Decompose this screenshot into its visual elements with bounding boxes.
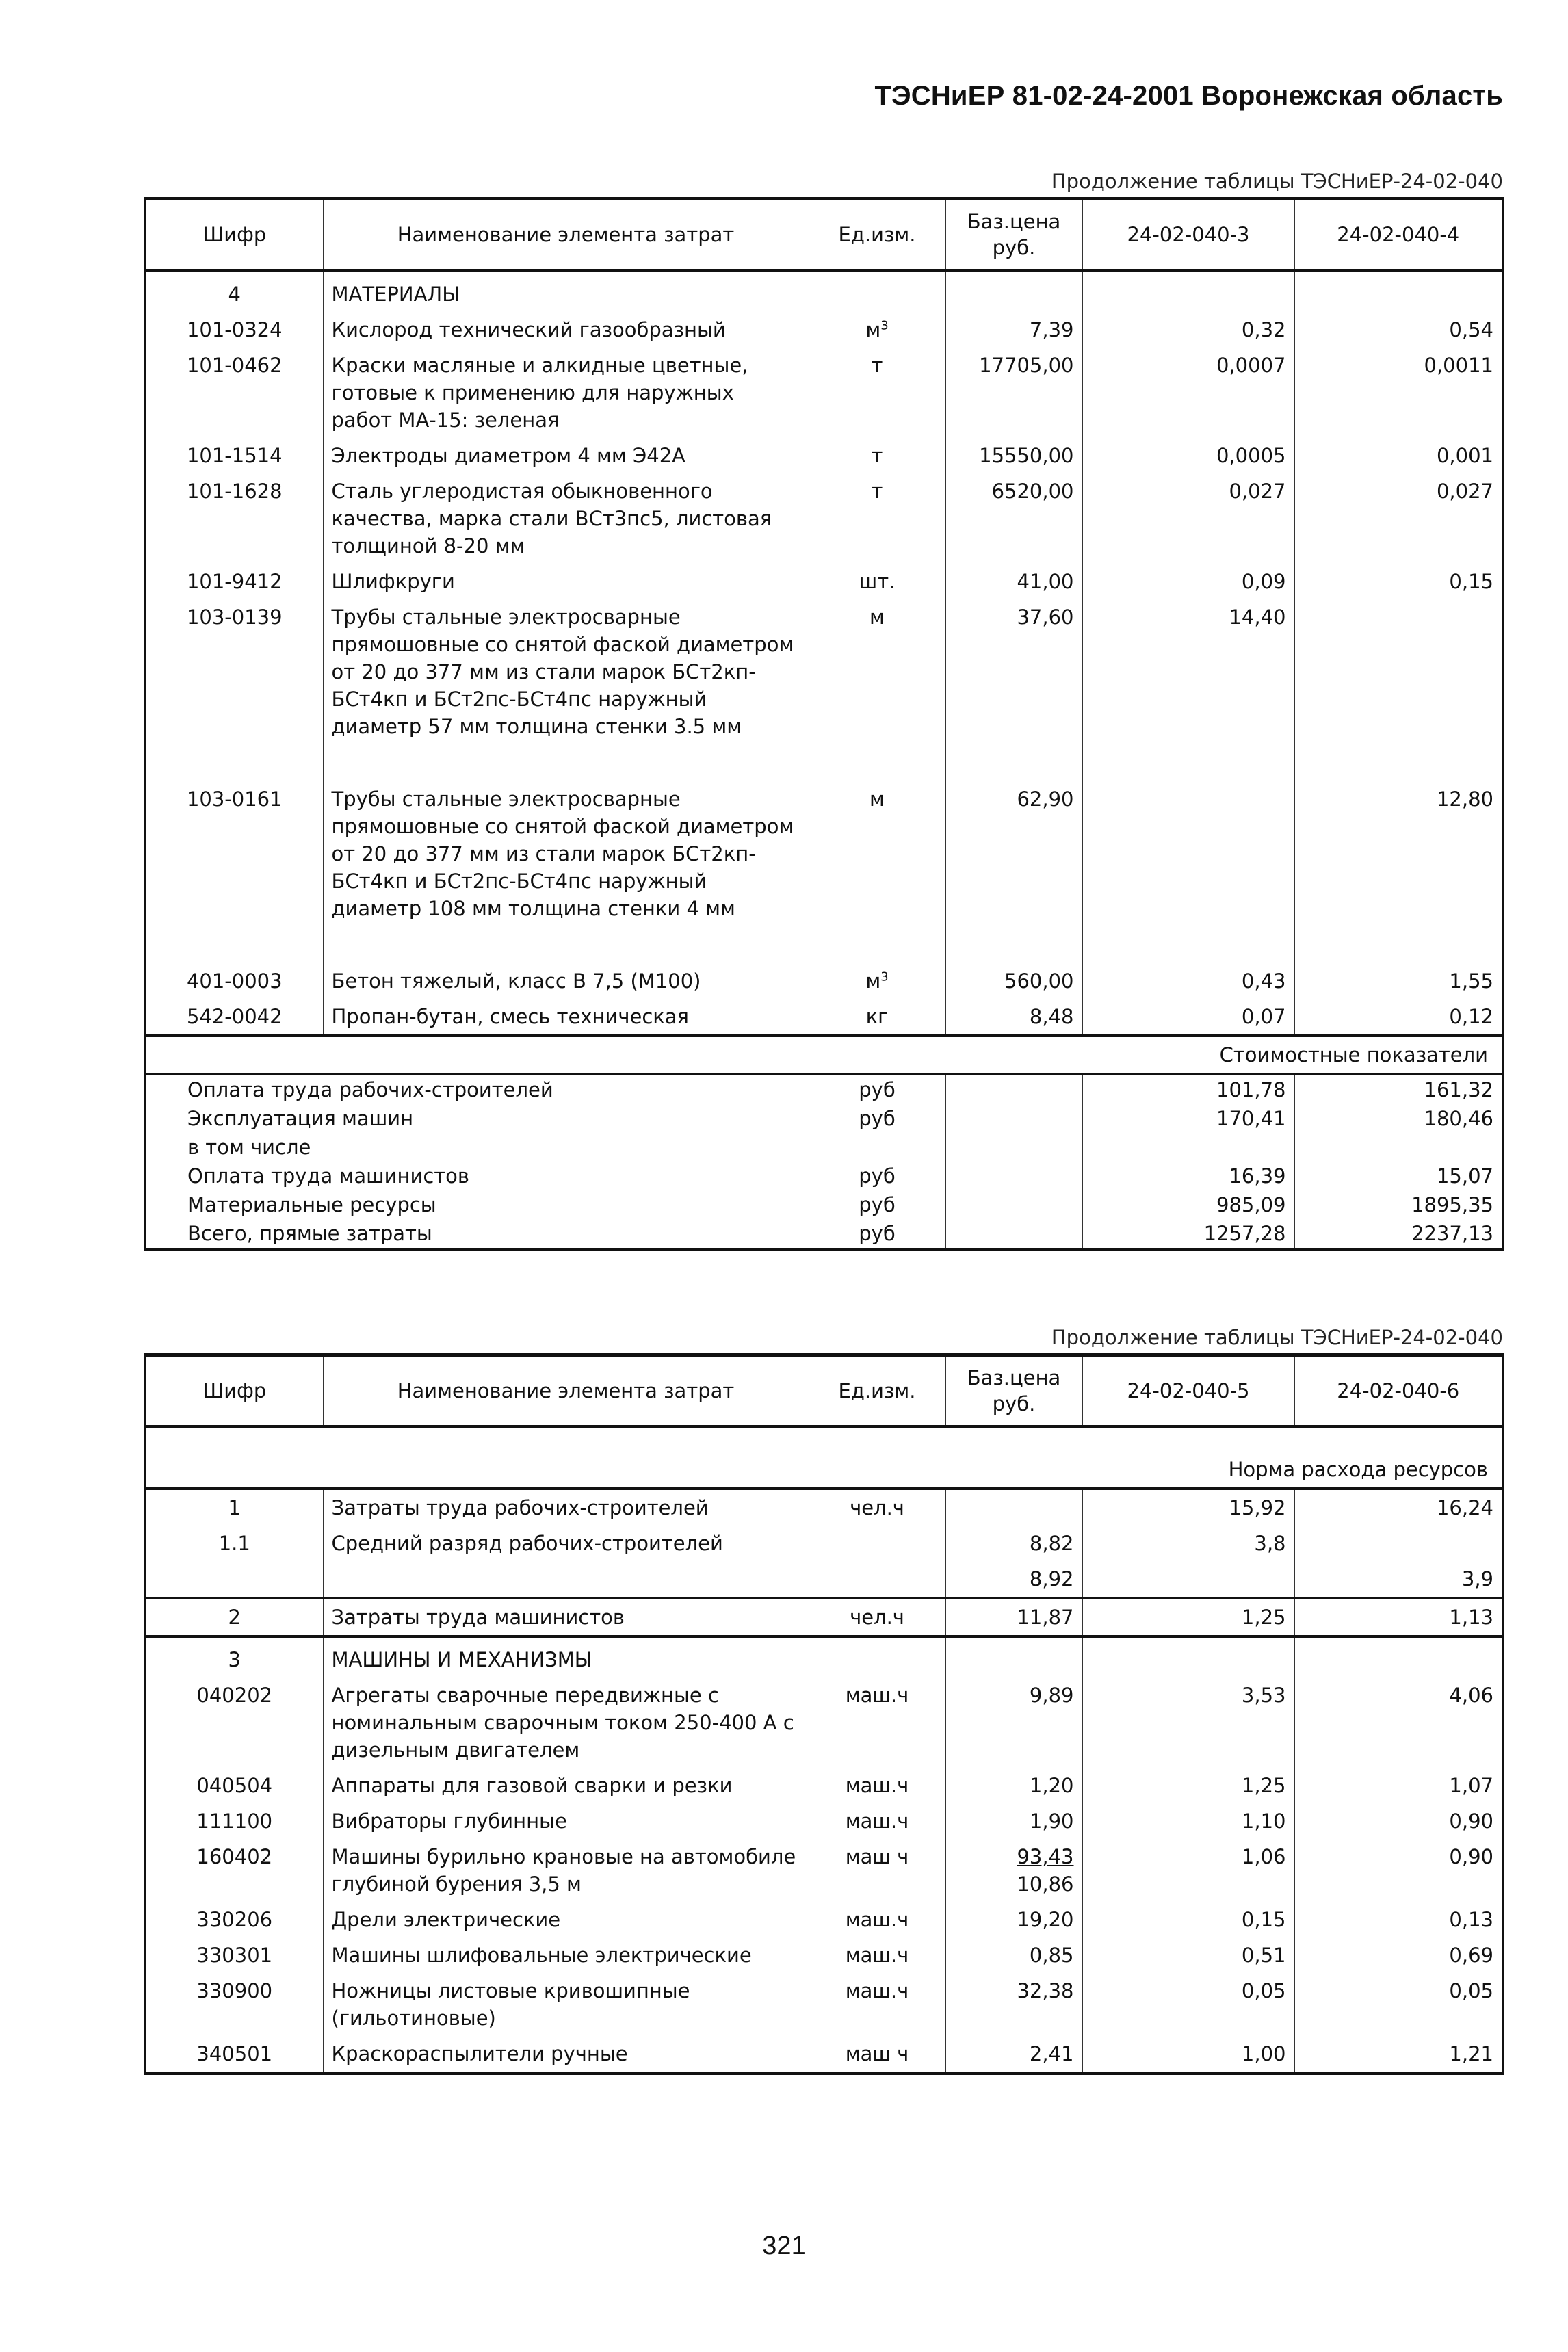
row-unit: т: [809, 473, 945, 564]
row-code: 101-1628: [145, 473, 323, 564]
row-value-1: 1,00: [1082, 2036, 1294, 2074]
row-name: Агрегаты сварочные передвижные с номинальным сварочным током 250-400 А с дизельным двигателем: [323, 1677, 809, 1768]
col-header-base-price: Баз.цена руб.: [945, 1355, 1082, 1427]
summary-row: [145, 1074, 1503, 1104]
row-unit: маш.ч: [809, 1677, 945, 1768]
section-row-machines: [145, 1636, 1503, 1677]
row-name: Кислород технический газообразный: [323, 312, 809, 348]
table-row: [145, 1677, 1503, 1768]
row-value-2: 1,13: [1294, 1598, 1503, 1636]
row-price: 11,87: [945, 1598, 1082, 1636]
row-code: 330301: [145, 1937, 323, 1973]
row-code: 101-0324: [145, 312, 323, 348]
row-value-2: 3,9: [1294, 1561, 1503, 1598]
col-header-unit: Ед.изм.: [809, 199, 945, 271]
row-unit: т: [809, 438, 945, 473]
summary-unit: руб: [809, 1074, 945, 1104]
row-value-2: 0,90: [1294, 1803, 1503, 1839]
col-header-unit: Ед.изм.: [809, 1355, 945, 1427]
row-value-1: 0,0005: [1082, 438, 1294, 473]
table-row: [145, 781, 1503, 963]
row-price: 32,38: [945, 1973, 1082, 2036]
table-row: [145, 1973, 1503, 2036]
summary-row-total: [145, 1219, 1503, 1250]
row-code: 111100: [145, 1803, 323, 1839]
row-price: 8,48: [945, 999, 1082, 1036]
row-unit: чел.ч: [809, 1489, 945, 1526]
summary-unit: [809, 1133, 945, 1162]
row-value-1: 3,8: [1082, 1526, 1294, 1561]
labor-row: [145, 1526, 1503, 1561]
row-value-1: 3,53: [1082, 1677, 1294, 1768]
row-unit: м: [809, 781, 945, 963]
summary-value-1: [1082, 1133, 1294, 1162]
table-row: [145, 599, 1503, 781]
row-value-2: 12,80: [1294, 781, 1503, 963]
row-price: [945, 1489, 1082, 1526]
summary-label: в том числе: [187, 1136, 311, 1159]
labor-row: [145, 1561, 1503, 1598]
row-unit: маш.ч: [809, 1973, 945, 2036]
row-name: Дрели электрические: [323, 1902, 809, 1937]
band-row-resource-norms: [145, 1427, 1503, 1489]
row-value-1: 0,09: [1082, 564, 1294, 599]
section-code: 3: [145, 1636, 323, 1677]
row-price: 37,60: [945, 599, 1082, 781]
row-value-1: 0,51: [1082, 1937, 1294, 1973]
summary-value-1: 16,39: [1082, 1162, 1294, 1190]
row-name: Аппараты для газовой сварки и резки: [323, 1768, 809, 1803]
row-price: 7,39: [945, 312, 1082, 348]
row-code: 330206: [145, 1902, 323, 1937]
row-value-2: 0,027: [1294, 473, 1503, 564]
row-unit: маш.ч: [809, 1768, 945, 1803]
summary-value-2: 180,46: [1294, 1104, 1503, 1133]
row-value-1: 0,43: [1082, 963, 1294, 999]
row-name: Ножницы листовые кривошипные (гильотиновые): [323, 1973, 809, 2036]
row-name: Машины бурильно крановые на автомобиле глубиной бурения 3,5 м: [323, 1839, 809, 1902]
summary-label: Всего, прямые затраты: [145, 1219, 809, 1250]
row-code: 101-9412: [145, 564, 323, 599]
table-row: [145, 1803, 1503, 1839]
row-value-2: 0,05: [1294, 1973, 1503, 2036]
row-code: 103-0139: [145, 599, 323, 781]
row-code: 542-0042: [145, 999, 323, 1036]
row-unit: маш.ч: [809, 1902, 945, 1937]
row-price: 1,20: [945, 1768, 1082, 1803]
summary-value-2: 161,32: [1294, 1074, 1503, 1104]
row-code: 103-0161: [145, 781, 323, 963]
row-name: Средний разряд рабочих-строителей: [323, 1526, 809, 1561]
col-header-norm-6: 24-02-040-6: [1294, 1355, 1503, 1427]
row-value-1: 0,32: [1082, 312, 1294, 348]
summary-value-1: 1257,28: [1082, 1219, 1294, 1250]
row-code: 340501: [145, 2036, 323, 2074]
row-price: 9,89: [945, 1677, 1082, 1768]
table-row: [145, 312, 1503, 348]
row-value-2: 1,21: [1294, 2036, 1503, 2074]
row-value-2: 0,12: [1294, 999, 1503, 1036]
summary-unit: руб: [809, 1219, 945, 1250]
summary-value-2: 2237,13: [1294, 1219, 1503, 1250]
row-value-1: 0,027: [1082, 473, 1294, 564]
section-title: МАТЕРИАЛЫ: [323, 271, 809, 313]
row-code: 160402: [145, 1839, 323, 1902]
summary-row: [145, 1133, 1503, 1162]
summary-row: [145, 1104, 1503, 1133]
summary-label: Оплата труда машинистов: [187, 1164, 469, 1188]
summary-row: [145, 1190, 1503, 1219]
col-header-name: Наименование элемента затрат: [323, 1355, 809, 1427]
row-code: 330900: [145, 1973, 323, 2036]
row-unit: шт.: [809, 564, 945, 599]
col-header-name: Наименование элемента затрат: [323, 199, 809, 271]
row-value-1: 1,25: [1082, 1768, 1294, 1803]
row-unit: $м^3$: [809, 312, 945, 348]
table-row: [145, 999, 1503, 1036]
table2-continuation-caption: Продолжение таблицы ТЭСНиЕР-24-02-040: [1051, 1326, 1503, 1349]
row-unit: $м^3$: [809, 963, 945, 999]
summary-value-2: [1294, 1133, 1503, 1162]
row-price: 15550,00: [945, 438, 1082, 473]
summary-value-1: 170,41: [1082, 1104, 1294, 1133]
table-row: [145, 1839, 1503, 1902]
summary-value-2: 1895,35: [1294, 1190, 1503, 1219]
row-value-2: 0,15: [1294, 564, 1503, 599]
row-unit: маш.ч: [809, 1937, 945, 1973]
summary-value-1: 101,78: [1082, 1074, 1294, 1104]
section-code: 4: [145, 271, 323, 313]
table2-resources: [144, 1353, 1504, 2075]
band-label: Стоимостные показатели: [145, 1036, 1503, 1074]
row-name: Электроды диаметром 4 мм Э42А: [323, 438, 809, 473]
row-price: 8,82: [945, 1526, 1082, 1561]
row-unit: маш ч: [809, 1839, 945, 1902]
row-value-1: 1,10: [1082, 1803, 1294, 1839]
summary-row: [145, 1162, 1503, 1190]
row-price: 19,20: [945, 1902, 1082, 1937]
row-value-2: 0,54: [1294, 312, 1503, 348]
row-value-2: 16,24: [1294, 1489, 1503, 1526]
row-price: 560,00: [945, 963, 1082, 999]
row-price: 41,00: [945, 564, 1082, 599]
row-value-1: 0,05: [1082, 1973, 1294, 2036]
row-value-2: 0,69: [1294, 1937, 1503, 1973]
summary-label: Оплата труда рабочих-строителей: [187, 1078, 553, 1101]
table-row: [145, 1937, 1503, 1973]
row-unit: маш ч: [809, 2036, 945, 2074]
row-value-2: 4,06: [1294, 1677, 1503, 1768]
table-row: [145, 473, 1503, 564]
row-value-2: 0,0011: [1294, 348, 1503, 438]
row-unit: т: [809, 348, 945, 438]
row-price: 6520,00: [945, 473, 1082, 564]
row-value-1: 1,06: [1082, 1839, 1294, 1902]
table-row: [145, 348, 1503, 438]
labor-row: [145, 1598, 1503, 1636]
row-value-2: [1294, 599, 1503, 781]
band-row-cost-indicators: [145, 1036, 1503, 1074]
table-row: [145, 438, 1503, 473]
row-unit: кг: [809, 999, 945, 1036]
row-price: 0,85: [945, 1937, 1082, 1973]
row-name: Сталь углеродистая обыкновенного качества, марка стали ВСт3пс5, листовая толщиной 8-20 мм: [323, 473, 809, 564]
labor-row: [145, 1489, 1503, 1526]
row-name: Затраты труда рабочих-строителей: [323, 1489, 809, 1526]
row-value-2: 0,13: [1294, 1902, 1503, 1937]
row-price-fraction: 93,43 10,86: [945, 1839, 1082, 1902]
row-unit: м: [809, 599, 945, 781]
row-value-1: 15,92: [1082, 1489, 1294, 1526]
row-code: 1.1: [145, 1526, 323, 1561]
table1-header-row: [145, 199, 1503, 271]
summary-value-1: 985,09: [1082, 1190, 1294, 1219]
page-number: 321: [762, 2232, 806, 2260]
row-name: Шлифкруги: [323, 564, 809, 599]
summary-unit: руб: [809, 1162, 945, 1190]
col-header-code: Шифр: [145, 199, 323, 271]
row-code: 1: [145, 1489, 323, 1526]
row-name: Трубы стальные электросварные прямошовные со снятой фаской диаметром от 20 до 377 мм из стали марок БСт2кп-БСт4кп и БСт2пс-БСт4пс наружный диаметр 57 мм толщина стенки 3.5 мм: [323, 599, 809, 781]
row-value-1: 0,0007: [1082, 348, 1294, 438]
table-row: [145, 1768, 1503, 1803]
row-unit: маш.ч: [809, 1803, 945, 1839]
section-row-materials: [145, 271, 1503, 313]
row-price: 2,41: [945, 2036, 1082, 2074]
band-label: Норма расхода ресурсов: [145, 1427, 1503, 1489]
row-unit: чел.ч: [809, 1598, 945, 1636]
col-header-base-price: Баз.цена руб.: [945, 199, 1082, 271]
col-header-norm-3: 24-02-040-3: [1082, 199, 1294, 271]
summary-label: Материальные ресурсы: [187, 1193, 436, 1216]
section-title: МАШИНЫ И МЕХАНИЗМЫ: [323, 1636, 809, 1677]
summary-label: Эксплуатация машин: [187, 1107, 414, 1130]
row-value-2: 1,07: [1294, 1768, 1503, 1803]
summary-unit: руб: [809, 1190, 945, 1219]
row-name: Бетон тяжелый, класс В 7,5 (М100): [323, 963, 809, 999]
table1-continuation-caption: Продолжение таблицы ТЭСНиЕР-24-02-040: [1051, 170, 1503, 193]
col-header-norm-5: 24-02-040-5: [1082, 1355, 1294, 1427]
row-name: Затраты труда машинистов: [323, 1598, 809, 1636]
row-code: 101-1514: [145, 438, 323, 473]
col-header-norm-4: 24-02-040-4: [1294, 199, 1503, 271]
summary-value-2: 15,07: [1294, 1162, 1503, 1190]
row-price: 62,90: [945, 781, 1082, 963]
row-value-1: 0,07: [1082, 999, 1294, 1036]
row-value-1: 14,40: [1082, 599, 1294, 781]
row-value-1: 0,15: [1082, 1902, 1294, 1937]
table-row: [145, 963, 1503, 999]
row-code: 101-0462: [145, 348, 323, 438]
table-row: [145, 564, 1503, 599]
row-price: 17705,00: [945, 348, 1082, 438]
table-row: [145, 2036, 1503, 2074]
row-code: 401-0003: [145, 963, 323, 999]
row-value-2: 0,90: [1294, 1839, 1503, 1902]
table1-materials: [144, 197, 1504, 1251]
col-header-code: Шифр: [145, 1355, 323, 1427]
summary-unit: руб: [809, 1104, 945, 1133]
row-name: Пропан-бутан, смесь техническая: [323, 999, 809, 1036]
row-price: 8,92: [945, 1561, 1082, 1598]
page-title: ТЭСНиЕР 81-02-24-2001 Воронежская область: [874, 81, 1503, 111]
row-value-1: [1082, 781, 1294, 963]
row-price: 1,90: [945, 1803, 1082, 1839]
row-value-2: 0,001: [1294, 438, 1503, 473]
row-name: Краскораспылители ручные: [323, 2036, 809, 2074]
row-code: 040504: [145, 1768, 323, 1803]
row-name: Машины шлифовальные электрические: [323, 1937, 809, 1973]
row-value-2: 1,55: [1294, 963, 1503, 999]
row-name: Вибраторы глубинные: [323, 1803, 809, 1839]
row-value-1: 1,25: [1082, 1598, 1294, 1636]
table2-header-row: [145, 1355, 1503, 1427]
table-row: [145, 1902, 1503, 1937]
row-name: Трубы стальные электросварные прямошовные со снятой фаской диаметром от 20 до 377 мм из стали марок БСт2кп-БСт4кп и БСт2пс-БСт4пс наружный диаметр 108 мм толщина стенки 4 мм: [323, 781, 809, 963]
row-name: Краски масляные и алкидные цветные, готовые к применению для наружных работ МА-15: зеленая: [323, 348, 809, 438]
row-code: 040202: [145, 1677, 323, 1768]
row-code: 2: [145, 1598, 323, 1636]
